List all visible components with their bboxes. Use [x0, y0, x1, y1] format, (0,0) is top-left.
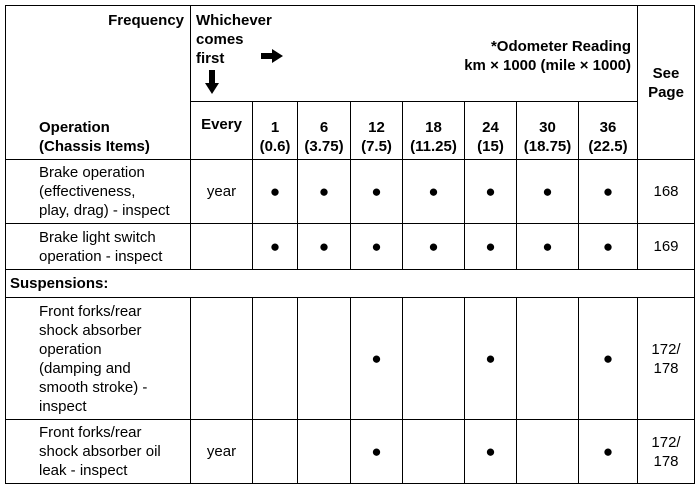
page-reference-cell: 172/ 178	[638, 298, 695, 420]
inspect-mark: ●	[517, 160, 579, 224]
right-arrow-icon	[261, 49, 283, 63]
interval-header-cell: 12 (7.5)	[351, 102, 403, 160]
table-row	[6, 224, 695, 270]
empty-cell	[253, 298, 298, 420]
operation-cell: Brake light switch operation - inspect	[6, 224, 191, 270]
operation-cell: Front forks/rear shock absorber operation (damping and smooth stroke) - inspect	[6, 298, 191, 420]
frequency-label: Frequency	[108, 12, 184, 29]
every-cell: year	[191, 160, 253, 224]
empty-cell	[403, 420, 465, 484]
see-page-header: See Page	[638, 6, 695, 160]
inspect-mark: ●	[298, 160, 351, 224]
empty-cell	[403, 298, 465, 420]
interval-header	[191, 6, 638, 102]
operation-label: Operation (Chassis Items)	[39, 119, 150, 155]
page-reference-cell: 169	[638, 224, 695, 270]
interval-header-cell: 24 (15)	[465, 102, 517, 160]
inspect-mark: ●	[351, 298, 403, 420]
odometer-reading-label: *Odometer Reading km × 1000 (mile × 1000)	[464, 38, 631, 74]
inspect-mark: ●	[465, 224, 517, 270]
every-cell: year	[191, 420, 253, 484]
inspect-mark: ●	[579, 160, 638, 224]
inspect-mark: ●	[351, 224, 403, 270]
empty-cell	[253, 420, 298, 484]
operation-cell: Front forks/rear shock absorber oil leak - inspect	[6, 420, 191, 484]
inspect-mark: ●	[351, 420, 403, 484]
page-reference-cell: 168	[638, 160, 695, 224]
down-arrow-icon	[205, 70, 219, 94]
empty-cell	[298, 298, 351, 420]
page-reference-cell: 172/ 178	[638, 420, 695, 484]
table-row	[6, 298, 695, 420]
interval-header-cell: 36 (22.5)	[579, 102, 638, 160]
interval-header-cell: 18 (11.25)	[403, 102, 465, 160]
maintenance-schedule-table	[5, 5, 695, 484]
inspect-mark: ●	[403, 224, 465, 270]
empty-cell	[298, 420, 351, 484]
inspect-mark: ●	[465, 420, 517, 484]
inspect-mark: ●	[298, 224, 351, 270]
whichever-comes-first-label: Whichever comes first	[196, 12, 272, 67]
empty-cell	[517, 298, 579, 420]
inspect-mark: ●	[465, 160, 517, 224]
inspect-mark: ●	[403, 160, 465, 224]
inspect-mark: ●	[517, 224, 579, 270]
empty-cell	[517, 420, 579, 484]
inspect-mark: ●	[579, 298, 638, 420]
inspect-mark: ●	[253, 224, 298, 270]
section-heading: Suspensions:	[6, 270, 695, 298]
table-row	[6, 160, 695, 224]
frequency-operation-header	[6, 6, 191, 160]
table-row	[6, 420, 695, 484]
inspect-mark: ●	[579, 224, 638, 270]
section-row	[6, 270, 695, 298]
every-header: Every	[191, 102, 253, 160]
inspect-mark: ●	[579, 420, 638, 484]
interval-header-cell: 30 (18.75)	[517, 102, 579, 160]
every-cell	[191, 298, 253, 420]
operation-cell: Brake operation (effectiveness, play, drag) - inspect	[6, 160, 191, 224]
inspect-mark: ●	[351, 160, 403, 224]
every-cell	[191, 224, 253, 270]
inspect-mark: ●	[465, 298, 517, 420]
inspect-mark: ●	[253, 160, 298, 224]
interval-header-cell: 1 (0.6)	[253, 102, 298, 160]
interval-header-cell: 6 (3.75)	[298, 102, 351, 160]
